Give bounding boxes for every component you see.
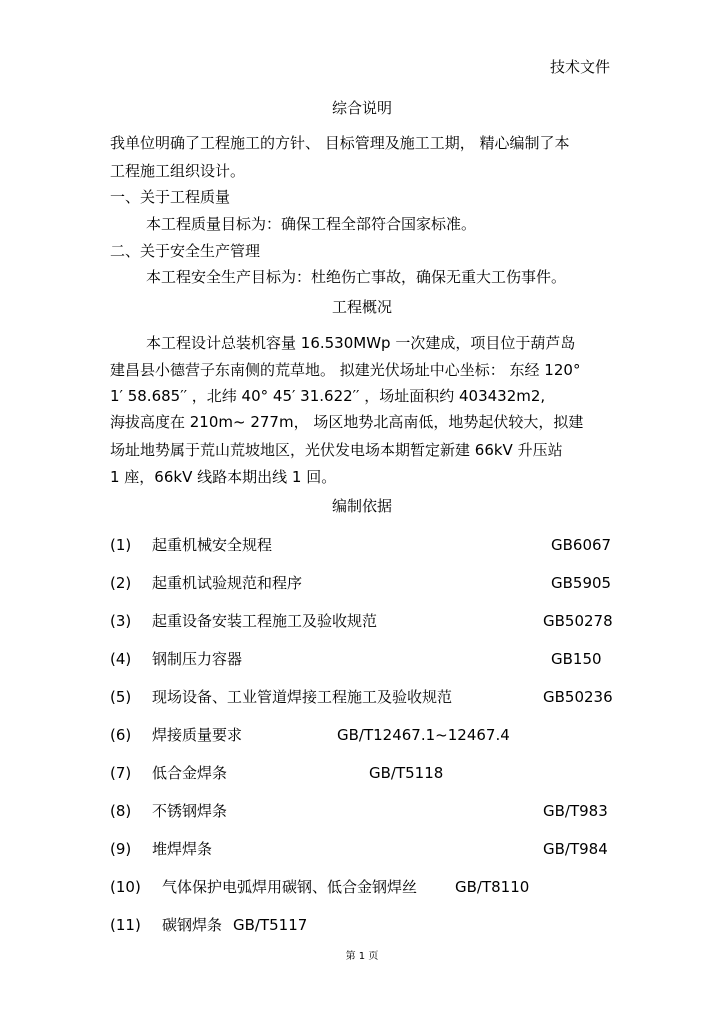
basis-item-code: GB5905: [551, 574, 612, 592]
basis-title: 编制依据: [331, 497, 392, 515]
basis-item-title: 焊接质量要求: [152, 726, 243, 744]
basis-item-title: 起重机械安全规程: [152, 536, 273, 554]
summary-intro-line-2: 工程施工组织设计。: [110, 162, 246, 180]
basis-item-code: GB50236: [543, 688, 613, 706]
basis-item-number: (1): [110, 536, 132, 554]
basis-item-number: (3): [110, 612, 132, 630]
safety-text: 本工程安全生产目标为：杜绝伤亡事故，确保无重大工伤事件。: [146, 268, 567, 286]
basis-item-code: GB/T984: [543, 840, 608, 858]
basis-item-title: 现场设备、工业管道焊接工程施工及验收规范: [152, 688, 453, 706]
summary-intro-line-1: 我单位明确了工程施工的方针、 目标管理及施工工期， 精心编制了本: [110, 134, 570, 152]
overview-line-1: 本工程设计总装机容量 16.530MWp 一次建成，项目位于葫芦岛: [146, 334, 576, 352]
page-number: 第 1 页: [345, 951, 379, 962]
basis-item-title: 堆焊焊条: [152, 840, 213, 858]
basis-item-code: GB/T983: [543, 802, 608, 820]
basis-item-title: 气体保护电弧焊用碳钢、低合金钢焊丝: [162, 878, 418, 896]
basis-item-title: 起重设备安装工程施工及验收规范: [152, 612, 378, 630]
basis-item-number: (8): [110, 802, 132, 820]
basis-item-code: GB50278: [543, 612, 613, 630]
basis-item-number: (6): [110, 726, 132, 744]
summary-title: 综合说明: [331, 99, 392, 117]
basis-item-title: 低合金焊条: [152, 764, 228, 782]
basis-item-title: 碳钢焊条: [162, 916, 223, 934]
basis-item-number: (9): [110, 840, 132, 858]
basis-item-number: (2): [110, 574, 132, 592]
basis-item-code: GB/T5117: [233, 916, 308, 934]
quality-text: 本工程质量目标为：确保工程全部符合国家标准。: [146, 215, 477, 233]
quality-heading: 一、关于工程质量: [110, 188, 231, 206]
document-type-header: 技术文件: [549, 58, 610, 76]
overview-line-6: 1 座，66kV 线路本期出线 1 回。: [110, 468, 337, 486]
basis-item-title: 不锈钢焊条: [152, 802, 228, 820]
basis-item-code: GB/T5118: [369, 764, 444, 782]
basis-item-number: (5): [110, 688, 132, 706]
basis-item-code: GB/T12467.1~12467.4: [337, 726, 510, 744]
basis-item-title: 起重机试验规范和程序: [152, 574, 303, 592]
overview-line-4: 海拔高度在 210m~ 277m， 场区地势北高南低，地势起伏较大，拟建: [110, 413, 584, 431]
basis-item-title: 钢制压力容器: [152, 650, 243, 668]
basis-item-number: (10): [110, 878, 141, 896]
basis-item-code: GB150: [551, 650, 602, 668]
basis-item-number: (11): [110, 916, 141, 934]
basis-item-code: GB6067: [551, 536, 612, 554]
basis-item-code: GB/T8110: [455, 878, 530, 896]
overview-line-3: 1′ 58.685′′ ，北纬 40° 45′ 31.622′′ ，场址面积约 403432m2,: [110, 387, 546, 405]
overview-title: 工程概况: [331, 298, 392, 316]
safety-heading: 二、关于安全生产管理: [110, 242, 261, 260]
basis-item-number: (7): [110, 764, 132, 782]
overview-line-5: 场址地势属于荒山荒坡地区，光伏发电场本期暂定新建 66kV 升压站: [110, 441, 563, 459]
overview-line-2: 建昌县小德营子东南侧的荒草地。 拟建光伏场址中心坐标： 东经 120°: [110, 361, 581, 379]
basis-item-number: (4): [110, 650, 132, 668]
